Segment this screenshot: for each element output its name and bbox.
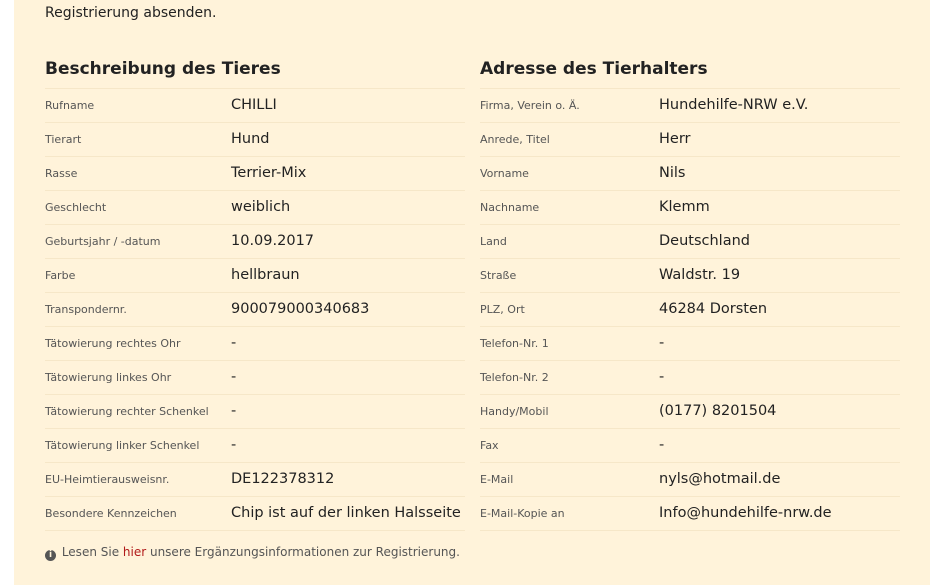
- animal-field-value: -: [231, 335, 237, 351]
- owner-field-label: Handy/Mobil: [480, 405, 549, 418]
- owner-row: [480, 497, 900, 531]
- registration-summary-panel: [14, 0, 930, 585]
- animal-field-value: 10.09.2017: [231, 233, 315, 249]
- animal-field-label: Besondere Kennzeichen: [45, 507, 177, 520]
- owner-field-value: Herr: [659, 131, 691, 147]
- animal-field-value: Terrier-Mix: [231, 165, 307, 181]
- animal-field-label: Tätowierung linker Schenkel: [45, 439, 200, 452]
- info-link[interactable]: hier: [122, 545, 147, 559]
- owner-field-value: -: [659, 437, 665, 453]
- animal-row: [45, 225, 465, 259]
- animal-row: [45, 497, 465, 531]
- animal-row: [45, 429, 465, 463]
- animal-field-value: -: [231, 403, 237, 419]
- owner-field-label: Fax: [480, 439, 499, 452]
- animal-field-value: CHILLI: [231, 97, 277, 113]
- animal-field-value: hellbraun: [231, 267, 300, 283]
- owner-field-label: Land: [480, 235, 507, 248]
- animal-field-value: Hund: [231, 131, 270, 147]
- animal-field-label: Tätowierung rechtes Ohr: [45, 337, 181, 350]
- animal-field-label: Tätowierung linkes Ohr: [45, 371, 172, 384]
- owner-field-value: nyls@hotmail.de: [659, 471, 781, 487]
- intro-text: Registrierung absenden.: [45, 5, 217, 21]
- owner-field-value: Klemm: [659, 199, 710, 215]
- owner-field-value: Nils: [659, 165, 686, 181]
- animal-row: [45, 293, 465, 327]
- owner-row: [480, 327, 900, 361]
- owner-field-label: Telefon-Nr. 2: [480, 371, 549, 384]
- animal-field-label: Farbe: [45, 269, 76, 282]
- owner-field-label: Nachname: [480, 201, 540, 214]
- owner-row: [480, 429, 900, 463]
- animal-row: [45, 463, 465, 497]
- owner-field-value: 46284 Dorsten: [659, 301, 768, 317]
- animal-row: [45, 89, 465, 123]
- animal-field-label: EU-Heimtierausweisnr.: [45, 473, 170, 486]
- info-note-suffix: unsere Ergänzungsinformationen zur Registrierung.: [146, 545, 460, 559]
- owner-row: [480, 225, 900, 259]
- owner-field-label: Firma, Verein o. Ä.: [480, 99, 580, 112]
- animal-field-value: Chip ist auf der linken Halsseite: [231, 505, 461, 521]
- owner-row: [480, 191, 900, 225]
- owner-field-value: -: [659, 335, 665, 351]
- animal-field-label: Geschlecht: [45, 201, 107, 214]
- animal-field-label: Geburtsjahr / -datum: [45, 235, 161, 248]
- owner-row: [480, 89, 900, 123]
- owner-section-heading: Adresse des Tierhalters: [480, 55, 900, 89]
- animal-field-label: Rasse: [45, 167, 78, 180]
- owner-row: [480, 395, 900, 429]
- owner-field-value: Hundehilfe-NRW e.V.: [659, 97, 809, 113]
- animal-field-label: Tätowierung rechter Schenkel: [45, 405, 209, 418]
- owner-field-value: (0177) 8201504: [659, 403, 777, 419]
- owner-field-label: PLZ, Ort: [480, 303, 525, 316]
- owner-row: [480, 293, 900, 327]
- animal-section-heading: Beschreibung des Tieres: [45, 55, 465, 89]
- animal-row: [45, 327, 465, 361]
- animal-field-value: -: [231, 437, 237, 453]
- info-note-prefix: Lesen Sie: [61, 545, 123, 559]
- animal-field-value: weiblich: [231, 199, 291, 215]
- animal-row: [45, 361, 465, 395]
- animal-field-value: DE122378312: [231, 471, 335, 487]
- owner-field-value: Info@hundehilfe-nrw.de: [659, 505, 832, 521]
- animal-row: [45, 123, 465, 157]
- animal-row: [45, 191, 465, 225]
- animal-field-value: 900079000340683: [231, 301, 370, 317]
- owner-field-label: E-Mail: [480, 473, 514, 486]
- animal-field-value: -: [231, 369, 237, 385]
- owner-address-section: [480, 55, 900, 531]
- owner-field-label: Anrede, Titel: [480, 133, 550, 146]
- owner-row: [480, 157, 900, 191]
- owner-row: [480, 259, 900, 293]
- animal-row: [45, 259, 465, 293]
- animal-field-label: Tierart: [45, 133, 82, 146]
- owner-field-value: Deutschland: [659, 233, 750, 249]
- animal-field-label: Transpondernr.: [45, 303, 127, 316]
- info-note: [45, 545, 460, 561]
- info-circle-icon: i: [45, 550, 56, 561]
- animal-description-section: [45, 55, 465, 531]
- owner-field-label: Straße: [480, 269, 517, 282]
- owner-row: [480, 123, 900, 157]
- animal-field-label: Rufname: [45, 99, 95, 112]
- owner-field-value: -: [659, 369, 665, 385]
- owner-field-label: E-Mail-Kopie an: [480, 507, 565, 520]
- owner-row: [480, 361, 900, 395]
- animal-row: [45, 395, 465, 429]
- owner-row: [480, 463, 900, 497]
- animal-row: [45, 157, 465, 191]
- owner-field-label: Vorname: [480, 167, 529, 180]
- owner-field-label: Telefon-Nr. 1: [480, 337, 549, 350]
- owner-field-value: Waldstr. 19: [659, 267, 741, 283]
